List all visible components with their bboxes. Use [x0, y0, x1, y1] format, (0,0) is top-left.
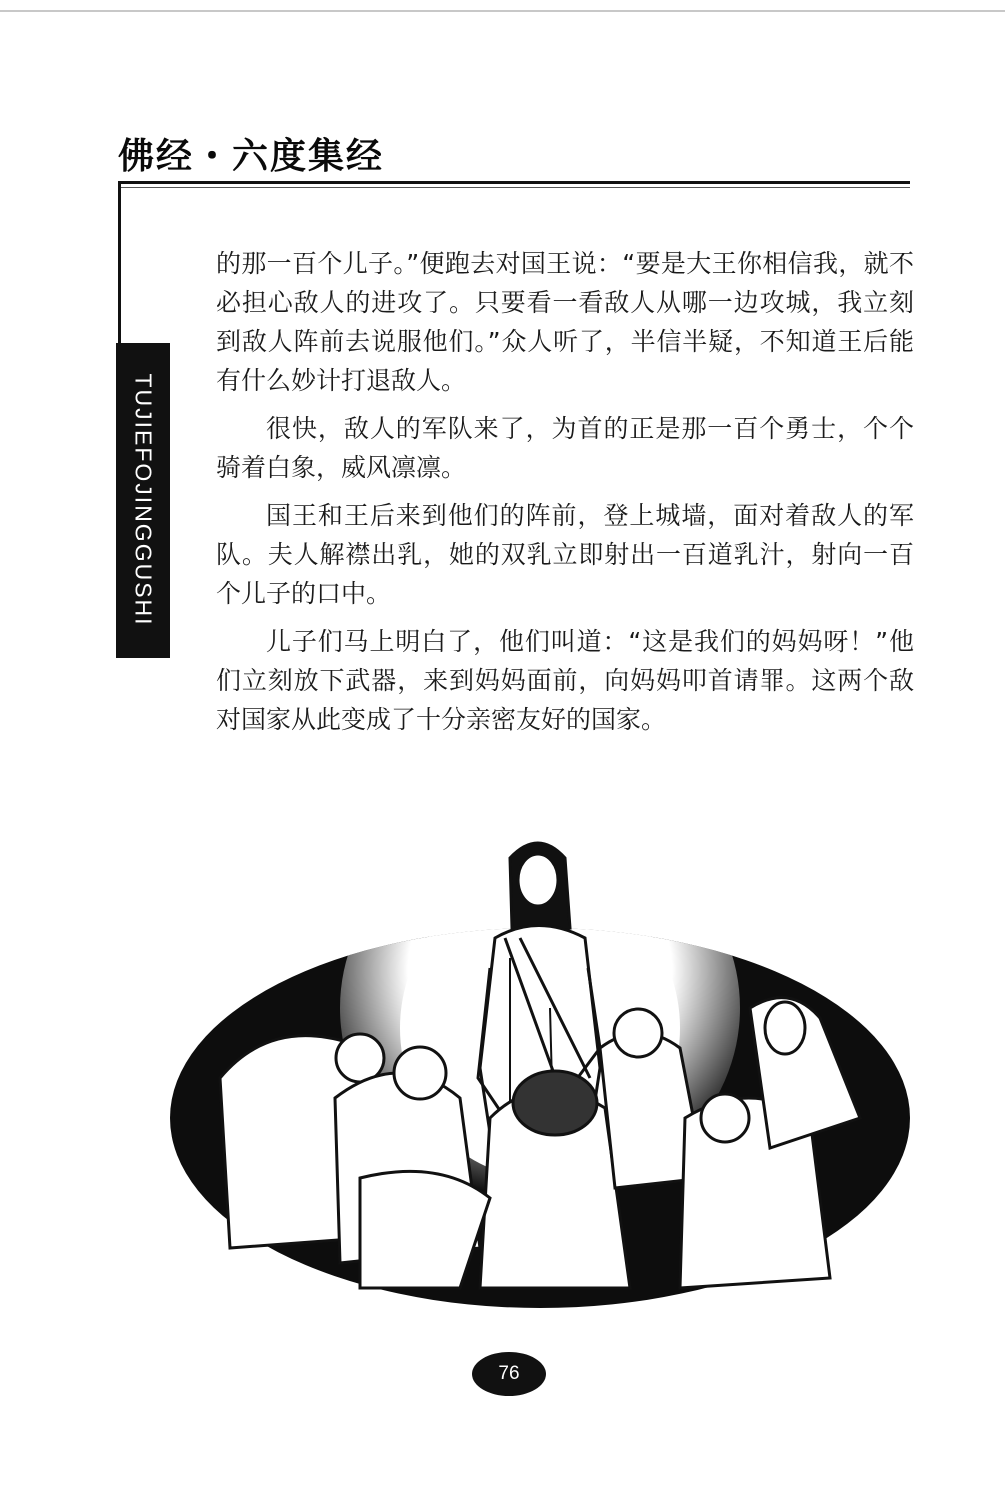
body-text	[216, 244, 914, 748]
paragraph-1: 的那一百个儿子。”便跑去对国王说：“要是大王你相信我，就不必担心敌人的进攻了。只要看一看敌人从哪一边攻城，我立刻到敌人阵前去说服他们。”众人听了，半信半疑，不知道王后能有什么妙计打退敌人。	[216, 249, 914, 395]
page-title: 佛经・六度集经	[118, 136, 385, 177]
side-tab	[116, 343, 170, 658]
illustration	[160, 818, 910, 1310]
header-rule	[118, 181, 910, 184]
top-border-line	[0, 10, 1005, 12]
header-rule-thin	[118, 187, 910, 188]
paragraph-4: 儿子们马上明白了，他们叫道：“这是我们的妈妈呀！”他们立刻放下武器，来到妈妈面前，向妈妈叩首请罪。这两个敌对国家从此变成了十分亲密友好的国家。	[216, 627, 914, 734]
paragraph-2: 很快，敌人的军队来了，为首的正是那一百个勇士，个个骑着白象，威风凛凛。	[216, 414, 914, 482]
paragraph-3: 国王和王后来到他们的阵前，登上城墙，面对着敌人的军队。夫人解襟出乳，她的双乳立即射出一百道乳汁，射向一百个儿子的口中。	[216, 501, 914, 608]
side-tab-label: TUJIEFOJINGGUSHI	[130, 373, 157, 627]
page-number: 76	[472, 1352, 546, 1396]
